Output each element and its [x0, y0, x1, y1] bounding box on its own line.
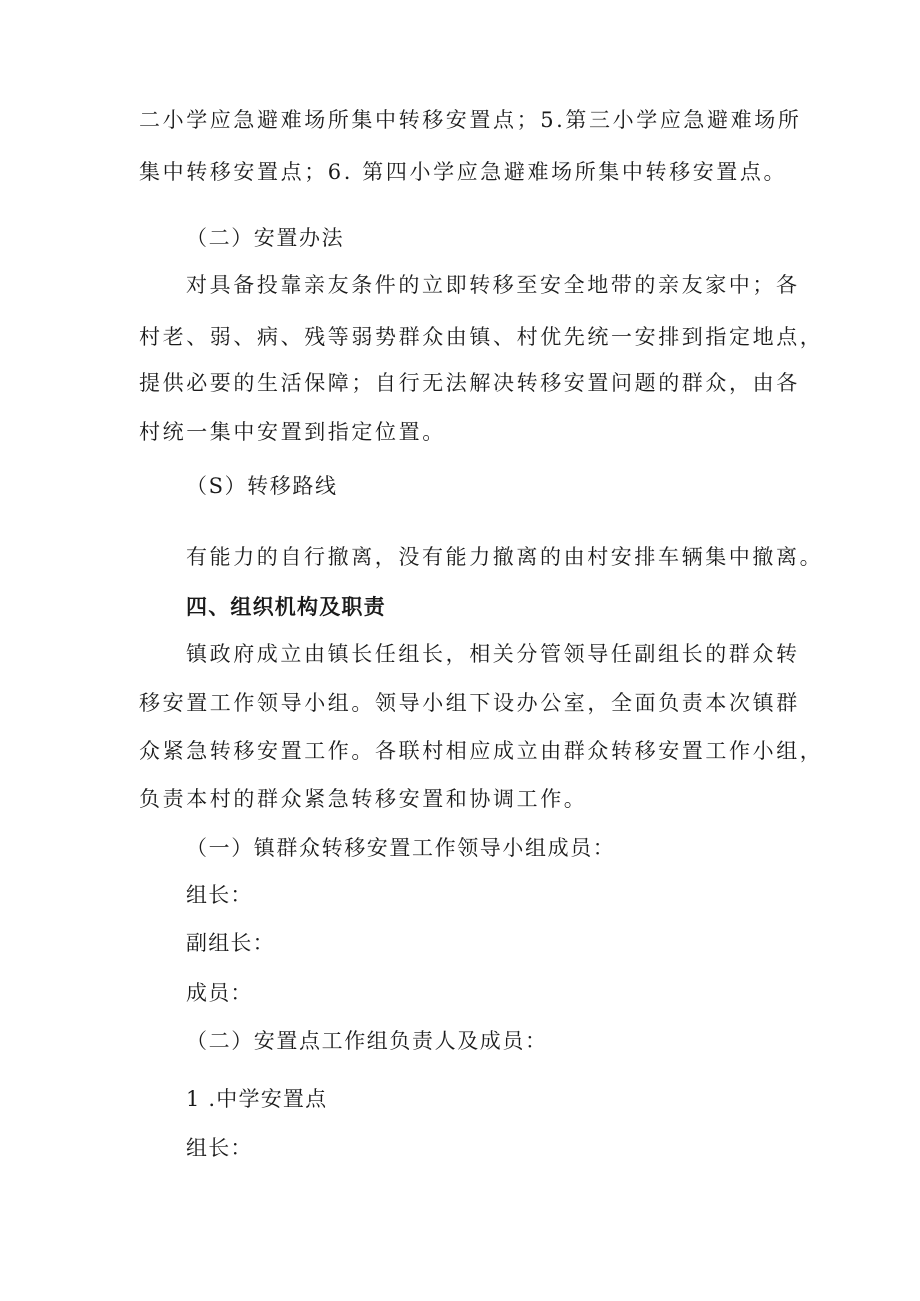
field-label: 组长： — [186, 1136, 253, 1160]
field-label: 组长： — [186, 883, 253, 907]
paragraph-line: 提供必要的生活保障；自行无法解决转移安置问题的群众，由各 — [139, 371, 800, 395]
list-item-title: 1 .中学安置点 — [186, 1087, 328, 1111]
section-subheading: （S）转移路线 — [186, 474, 338, 498]
section-subheading: （二）安置办法 — [186, 226, 345, 250]
paragraph-line: 镇政府成立由镇长任组长，相关分管领导任副组长的群众转 — [186, 642, 800, 666]
field-label: 成员： — [186, 981, 253, 1005]
paragraph-line: 村老、弱、病、残等弱势群众由镇、村优先统一安排到指定地点， — [139, 325, 824, 349]
paragraph-line: 负责本村的群众紧急转移安置和协调工作。 — [139, 787, 588, 811]
paragraph-line: 移安置工作领导小组。领导小组下设办公室，全面负责本次镇群 — [139, 691, 800, 715]
paragraph-line: 二小学应急避难场所集中转移安置点；5.第三小学应急避难场所 — [139, 108, 802, 132]
paragraph-line: 众紧急转移安置工作。各联村相应成立由群众转移安置工作小组， — [139, 739, 824, 763]
paragraph-line: 有能力的自行撤离，没有能力撤离的由村安排车辆集中撤离。 — [186, 545, 824, 569]
paragraph-line: 对具备投靠亲友条件的立即转移至安全地带的亲友家中；各 — [186, 273, 800, 297]
paragraph-line: 村统一集中安置到指定位置。 — [139, 420, 446, 444]
section-subheading: （一）镇群众转移安置工作领导小组成员： — [186, 836, 616, 860]
field-label: 副组长： — [186, 931, 275, 955]
paragraph-line: 集中转移安置点；6. 第四小学应急避难场所集中转移安置点。 — [139, 160, 788, 184]
section-subheading: （二）安置点工作组负责人及成员： — [186, 1029, 548, 1053]
section-heading: 四、组织机构及职责 — [186, 595, 386, 619]
